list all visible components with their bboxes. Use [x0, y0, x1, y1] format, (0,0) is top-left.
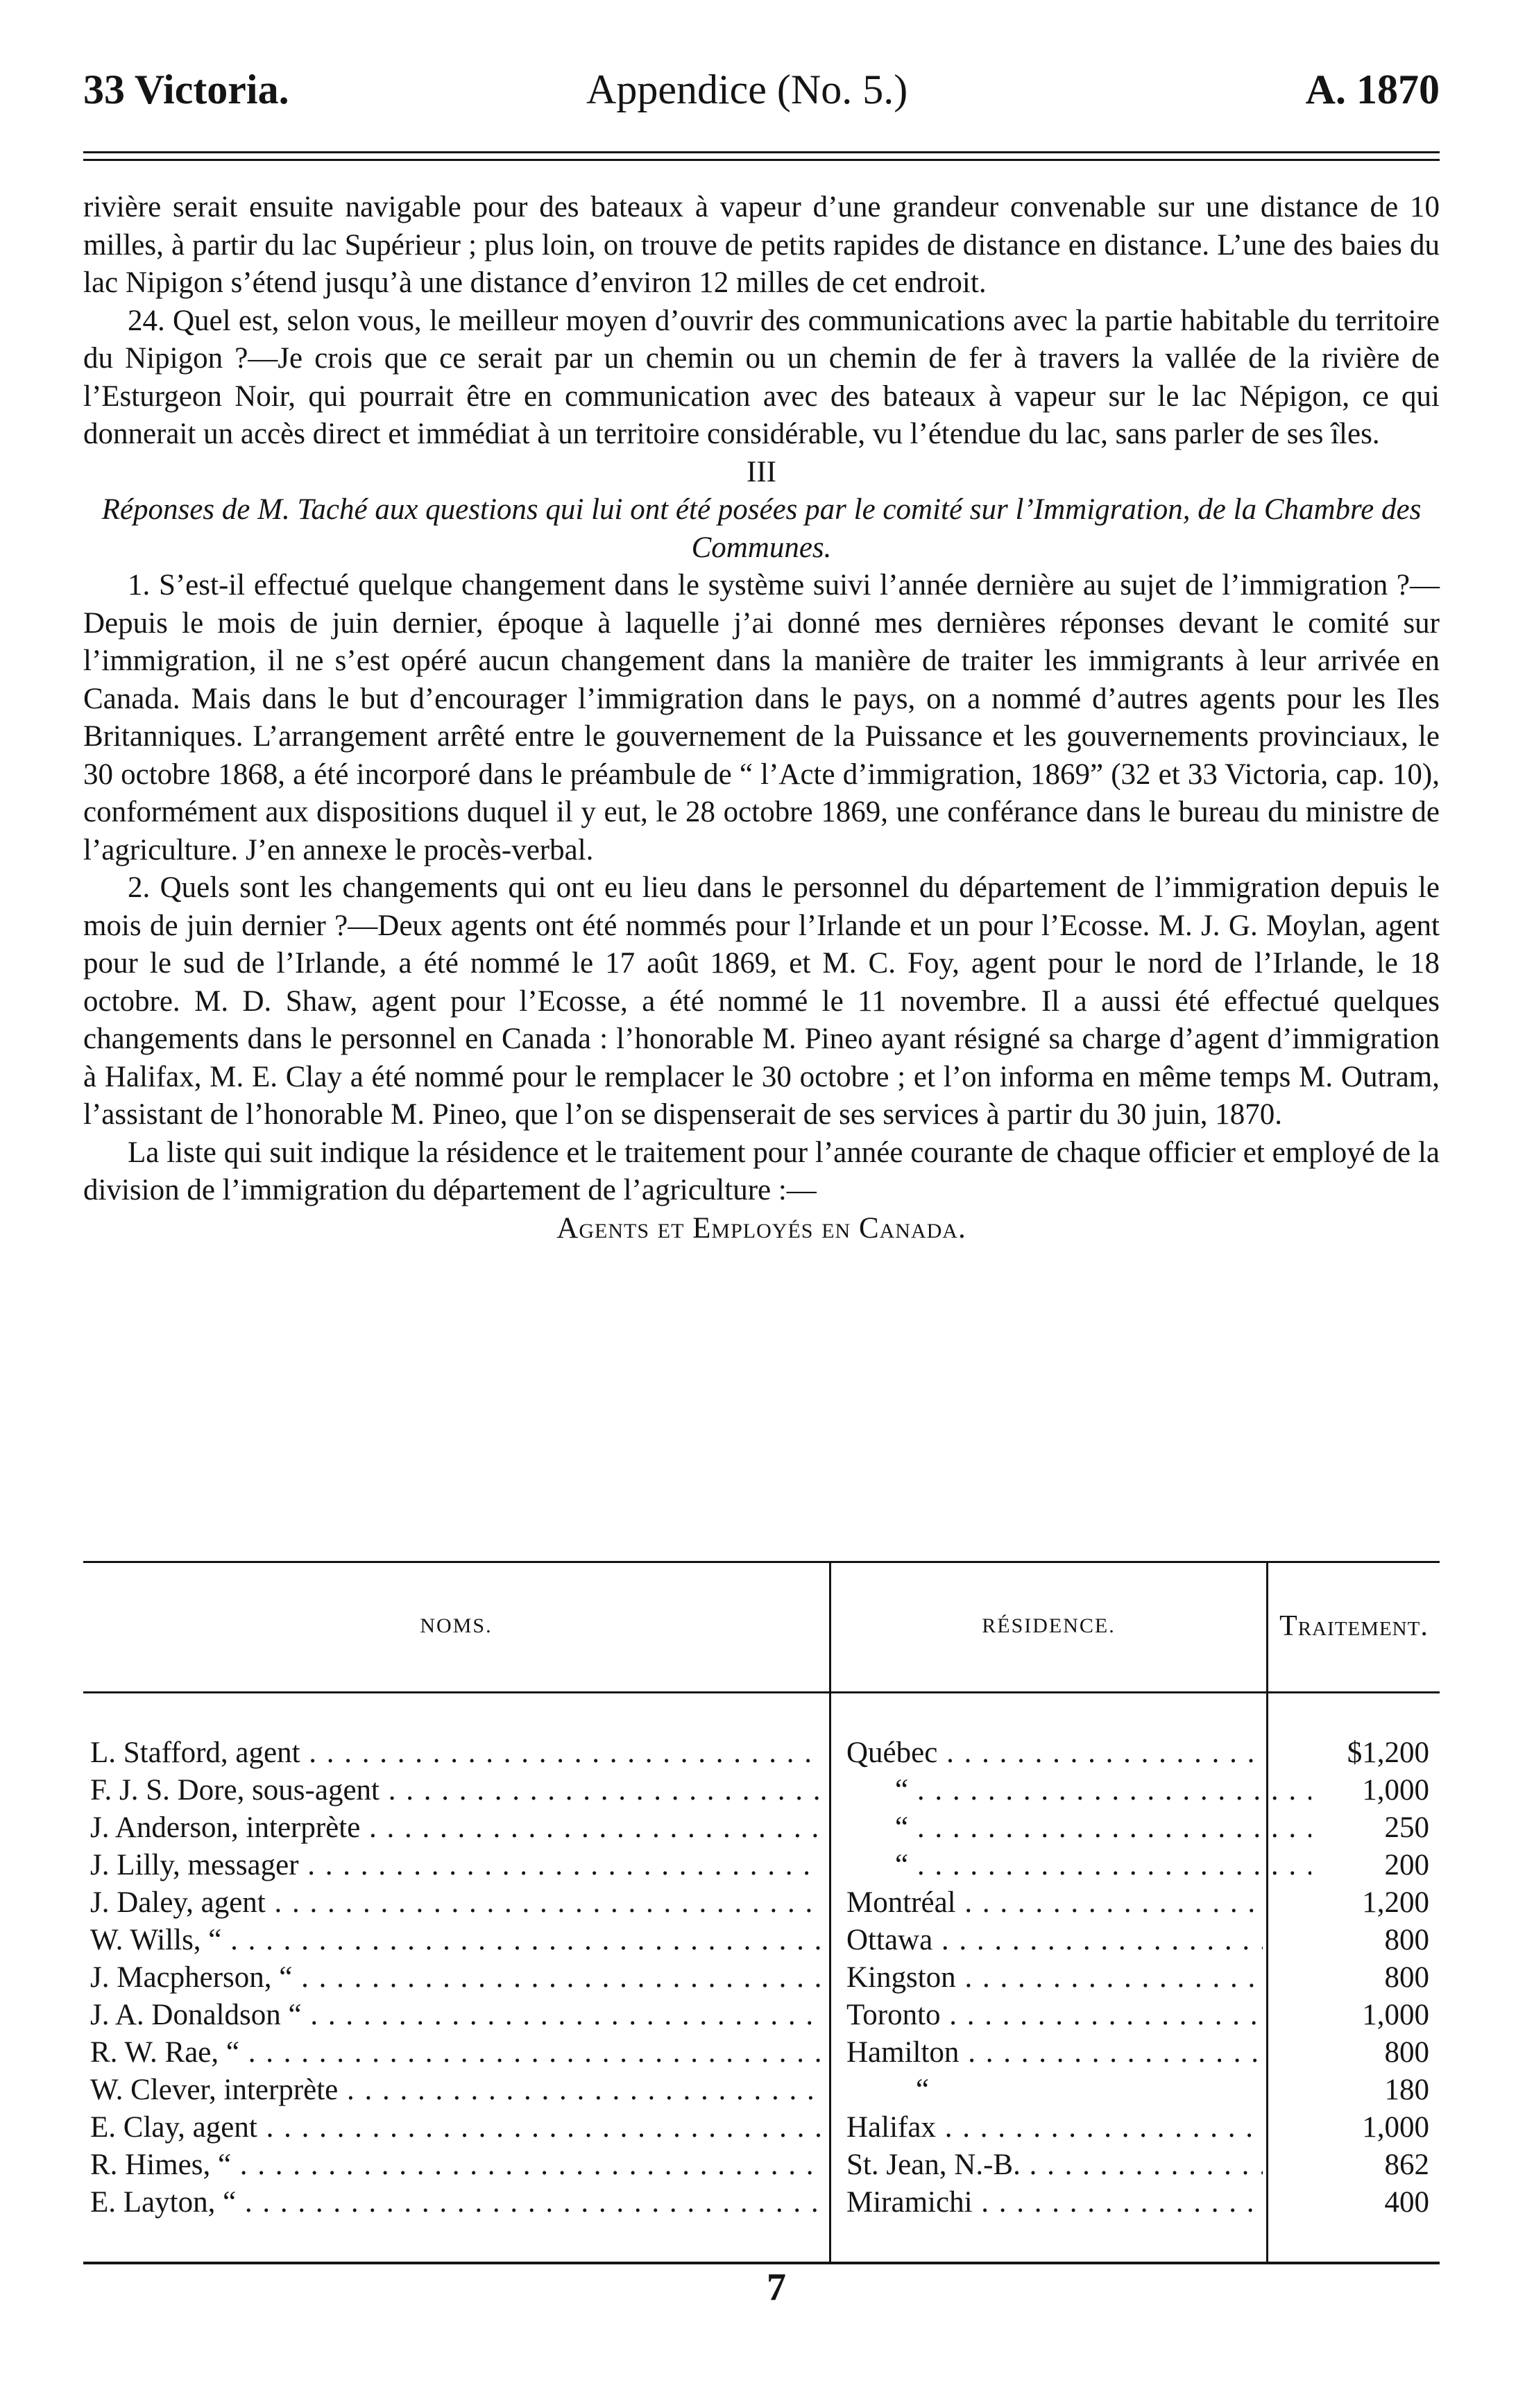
- cell-salary: 800: [1384, 2036, 1429, 2069]
- header-year: A. 1870: [1305, 67, 1440, 112]
- column-header-residence: RÉSIDENCE.: [982, 1614, 1116, 1637]
- paragraph-question-24: 24. Quel est, selon vous, le meilleur moyen d’ouvrir des communications avec la partie habitable du territoire du Nipigon ?—Je crois que ce serait par un chemin ou un chemin de fer à travers la vallée de la rivière de l’Esturgeon Noir, qui pourrait être en communication avec des bateaux à vapeur sur le lac Népigon, ce qui donnerait un accès direct et immédiat à un territoire considérable, vu l’étendue du lac, sans parler de ses îles.: [83, 304, 1440, 450]
- cell-name: E. Clay, agent . . .: [90, 2109, 822, 2146]
- cell-salary: 862: [1384, 2149, 1429, 2181]
- cell-residence: Hamilton . . .: [846, 2034, 1263, 2072]
- table-caption: Agents et Employés en Canada.: [556, 1211, 966, 1245]
- table-row: [83, 2146, 1440, 2184]
- table-row: [83, 1772, 1440, 1809]
- paragraph-list-intro: La liste qui suit indique la résidence et le traitement pour l’année courante de chaque officier et employé de la division de l’immigration du département de l’agriculture :—: [83, 1136, 1440, 1206]
- cell-residence: “ . . .: [846, 1809, 1311, 1847]
- table-bottom-rule: [83, 2262, 1440, 2264]
- cell-name: W. Wills, “ . . .: [90, 1922, 822, 1959]
- table-row: [83, 2109, 1440, 2146]
- table-header-rule: [83, 1691, 1440, 1693]
- cell-salary: 1,000: [1362, 1774, 1429, 1807]
- cell-salary: 400: [1384, 2186, 1429, 2219]
- column-header-names: NOMS.: [420, 1614, 493, 1637]
- table-row: [83, 1809, 1440, 1847]
- cell-name: R. Himes, “ . . .: [90, 2146, 822, 2184]
- agents-table: [83, 1561, 1440, 2282]
- cell-residence: St. Jean, N.-B. . . .: [846, 2146, 1263, 2184]
- cell-salary: $1,200: [1347, 1736, 1429, 1769]
- cell-salary: 800: [1384, 1924, 1429, 1956]
- cell-name: J. Anderson, interprète . . .: [90, 1809, 822, 1847]
- cell-residence: Halifax . . .: [846, 2109, 1263, 2146]
- cell-residence: Toronto . . .: [846, 1997, 1263, 2034]
- cell-salary: 1,200: [1362, 1886, 1429, 1919]
- header-double-rule: [83, 151, 1440, 161]
- table-row: [83, 1997, 1440, 2034]
- cell-salary: 800: [1384, 1961, 1429, 1994]
- cell-salary: 200: [1384, 1849, 1429, 1881]
- cell-name: W. Clever, interprète . . .: [90, 2072, 822, 2109]
- section-heading: Réponses de M. Taché aux questions qui lui ont été posées par le comité sur l’Immigration, de la Chambre des Communes.: [101, 493, 1422, 564]
- table-body: [83, 1734, 1440, 2221]
- cell-residence: “ . . .: [846, 1772, 1311, 1809]
- running-header: [83, 66, 1440, 121]
- cell-salary: 180: [1384, 2074, 1429, 2106]
- cell-residence: Ottawa . . .: [846, 1922, 1263, 1959]
- cell-salary: 250: [1384, 1811, 1429, 1844]
- section-number: III: [747, 455, 776, 488]
- table-row: [83, 1922, 1440, 1959]
- cell-salary: 1,000: [1362, 2111, 1429, 2144]
- paragraph-question-1: 1. S’est-il effectué quelque changement dans le système suivi l’année dernière au sujet de l’immigration ?—Depuis le mois de juin dernier, époque à laquelle j’ai donné mes dernières réponses devant le comité sur l’immigration, il ne s’est opéré aucun changement dans la manière de traiter les immigrants à leur arrivée en Canada. Mais dans le but d’encourager l’immigration dans le pays, on a nommé d’autres agents pour les Iles Britanniques. L’arrangement arrêté entre le gouvernement de la Puissance et les gouvernements provinciaux, le 30 octobre 1868, a été incorporé dans le préambule de “ l’Acte d’immigration, 1869” (32 et 33 Victoria, cap. 10), conformément aux dispositions duquel il y eut, le 28 octobre 1869, une conférance dans le bureau du ministre de l’agriculture. J’en annexe le procès-verbal.: [83, 569, 1440, 866]
- cell-residence: Montréal . . .: [846, 1884, 1263, 1922]
- header-volume: 33 Victoria.: [83, 67, 289, 112]
- cell-name: J. Lilly, messager . . .: [90, 1847, 822, 1884]
- cell-name: J. Daley, agent . . .: [90, 1884, 822, 1922]
- cell-residence: Québec . . .: [846, 1734, 1263, 1772]
- cell-name: R. W. Rae, “ . . .: [90, 2034, 822, 2072]
- table-row: [83, 2184, 1440, 2221]
- cell-salary: 1,000: [1362, 1999, 1429, 2031]
- page-number: 7: [767, 2266, 786, 2309]
- table-row: [83, 1884, 1440, 1922]
- table-row: [83, 2034, 1440, 2072]
- cell-residence: Kingston . . .: [846, 1959, 1263, 1997]
- cell-name: J. A. Donaldson “ . . .: [90, 1997, 822, 2034]
- body-text: [83, 189, 1440, 1247]
- cell-residence: “ . . .: [846, 1847, 1311, 1884]
- header-appendix: Appendice (No. 5.): [586, 67, 908, 112]
- table-row: [83, 1847, 1440, 1884]
- cell-residence: Miramichi . . .: [846, 2184, 1263, 2221]
- cell-residence: “: [916, 2074, 930, 2106]
- paragraph-question-2: 2. Quels sont les changements qui ont eu lieu dans le personnel du département de l’immigration depuis le mois de juin dernier ?—Deux agents ont été nommés pour l’Irlande et un pour l’Ecosse. M. J. G. Moylan, agent pour le sud de l’Irlande, a été nommé le 17 août 1869, et M. C. Foy, agent pour le nord de l’Irlande, le 18 octobre. M. D. Shaw, agent pour l’Ecosse, a été nommé le 11 novembre. Il a aussi été effectué quelques changements dans le personnel en Canada : l’honorable M. Pineo ayant résigné sa charge d’agent d’immigration à Halifax, M. E. Clay a été nommé pour le remplacer le 30 octobre ; et l’on informa en même temps M. Outram, l’assistant de l’honorable M. Pineo, que l’on se dispenserait de ses services à partir du 30 juin, 1870.: [83, 871, 1440, 1131]
- table-row: [83, 2072, 1440, 2109]
- table-row: [83, 1734, 1440, 1772]
- column-header-salary: Traitement.: [1279, 1610, 1429, 1642]
- cell-name: E. Layton, “ . . .: [90, 2184, 822, 2221]
- cell-name: F. J. S. Dore, sous-agent . . .: [90, 1772, 822, 1809]
- cell-name: L. Stafford, agent . . .: [90, 1734, 822, 1772]
- paragraph-continuation: rivière serait ensuite navigable pour des bateaux à vapeur d’une grandeur convenable sur une distance de 10 milles, à partir du lac Supérieur ; plus loin, on trouve de petits rapides de distance en distance. L’une des baies du lac Nipigon s’étend jusqu’à une distance d’environ 12 milles de cet endroit.: [83, 191, 1440, 299]
- table-row: [83, 1959, 1440, 1997]
- cell-name: J. Macpherson, “ . . .: [90, 1959, 822, 1997]
